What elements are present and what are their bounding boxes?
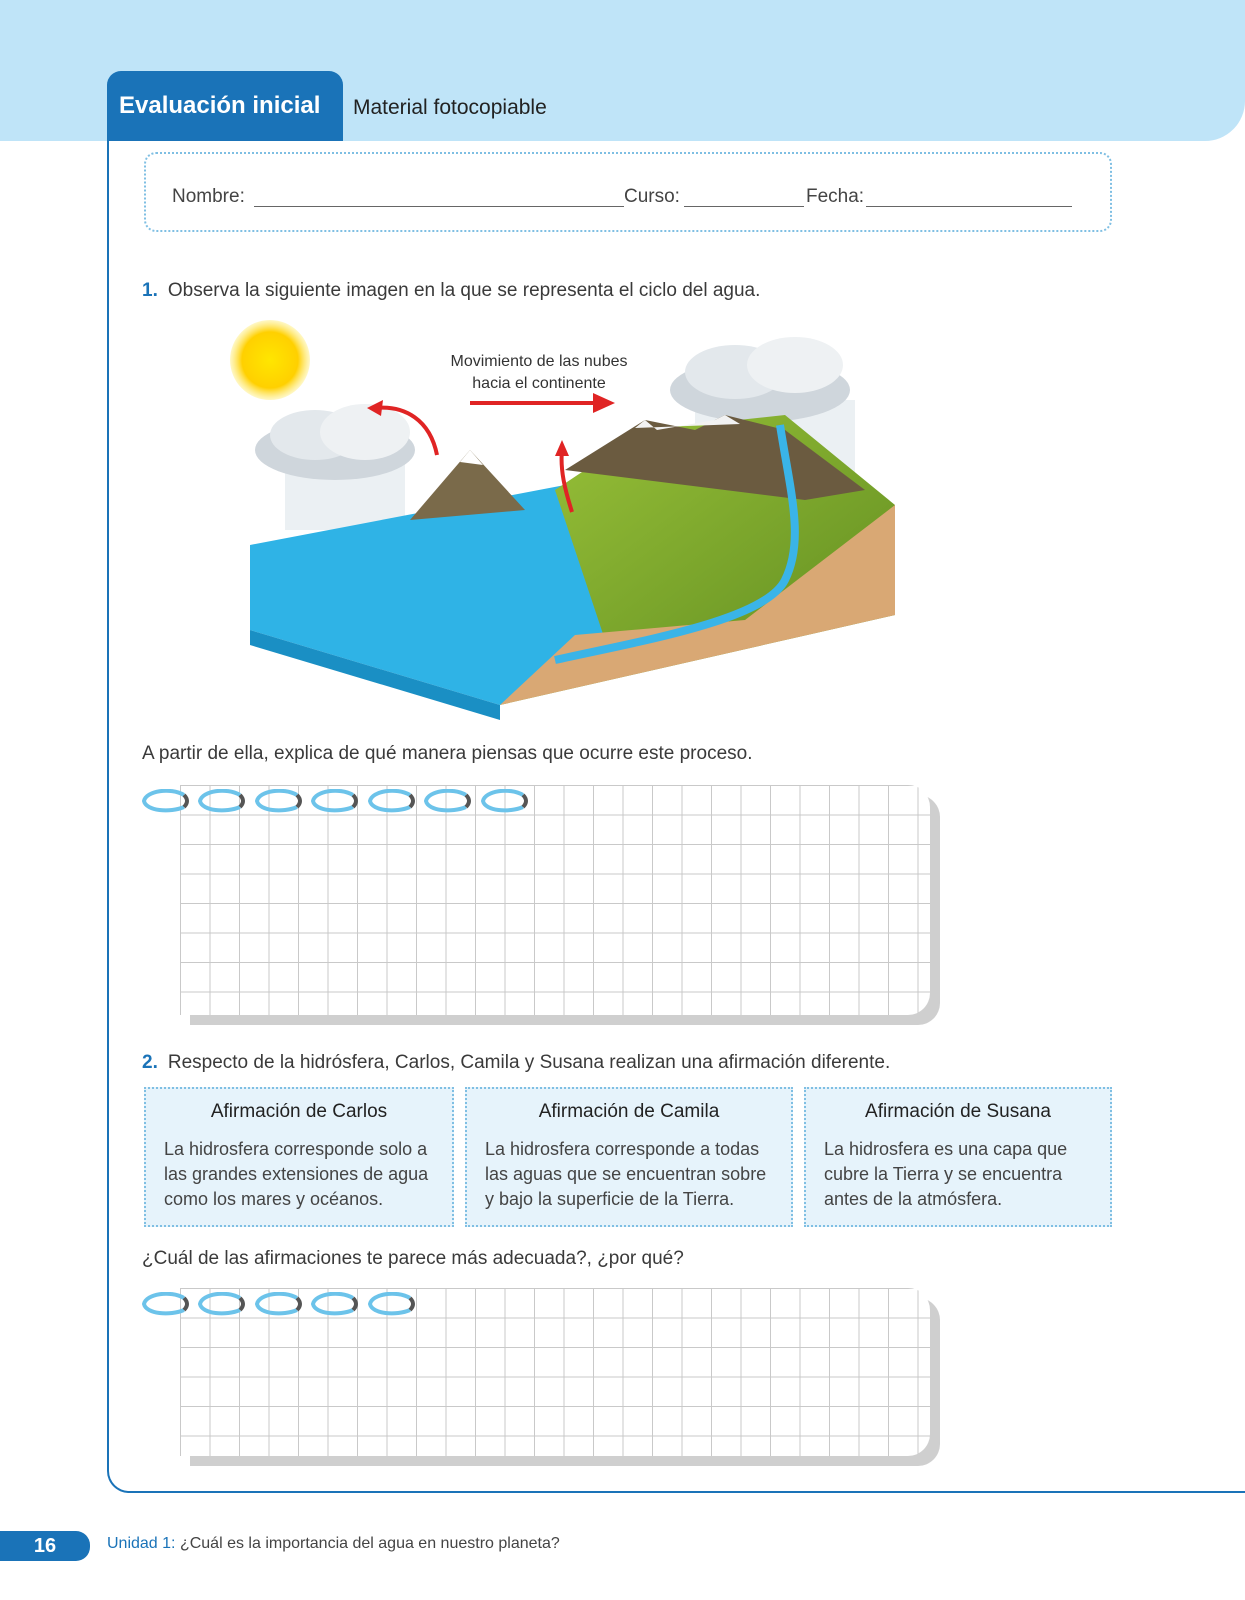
question-1-text: Observa la siguiente imagen en la que se representa el ciclo del agua. [167,280,761,301]
statement-card-camila [465,1087,793,1227]
figure-label-1: Movimiento de las nubes [450,353,628,370]
spiral-ring-icon [253,1292,305,1316]
name-field[interactable] [254,206,624,207]
name-label: Nombre: [172,186,245,207]
sun-icon [230,320,310,400]
statement-card-susana [804,1087,1112,1227]
cloud-left-icon [255,404,415,530]
spiral-ring-icon [253,789,305,813]
spiral-ring-icon [140,1292,192,1316]
course-label: Curso: [624,186,680,207]
course-field[interactable] [684,206,804,207]
statement-title: Afirmación de Susana [865,1101,1051,1122]
question-2-text: Respecto de la hidrósfera, Carlos, Camila y Susana realizan una afirmación diferente. [167,1052,891,1073]
water-cycle-illustration [225,320,925,720]
student-info-box [144,152,1112,232]
question-1-followup: A partir de ella, explica de qué manera piensas que ocurre este proceso. [142,743,753,764]
spiral-ring-icon [196,789,248,813]
question-2-followup: ¿Cuál de las afirmaciones te parece más adecuada?, ¿por qué? [142,1248,684,1269]
unit-title: ¿Cuál es la importancia del agua en nuestro planeta? [179,1535,560,1552]
date-field[interactable] [866,206,1072,207]
question-1-number: 1. [142,280,158,301]
spiral-ring-icon [479,789,531,813]
spiral-rings-1 [140,789,531,826]
spiral-ring-icon [366,789,418,813]
statement-body: La hidrosfera corresponde a todas las aguas que se encuentran sobre y bajo la superficie de la Tierra. [485,1139,767,1209]
spiral-rings-2 [140,1292,418,1329]
question-2 [142,1052,890,1074]
spiral-ring-icon [309,789,361,813]
question-1 [142,280,760,302]
spiral-ring-icon [309,1292,361,1316]
statement-title: Afirmación de Camila [538,1101,720,1122]
statement-body: La hidrosfera es una capa que cubre la Tierra y se encuentra antes de la atmósfera. [824,1139,1068,1209]
statement-cards [144,1087,1112,1227]
spiral-ring-icon [366,1292,418,1316]
question-2-number: 2. [142,1052,158,1073]
date-label: Fecha: [806,186,865,207]
material-subtitle: Material fotocopiable [353,96,547,119]
statement-card-carlos [144,1087,454,1227]
unit-footer [107,1535,560,1553]
statement-title: Afirmación de Carlos [210,1101,388,1122]
page-number: 16 [0,1531,90,1561]
figure-label-2: hacia el continente [472,375,606,392]
spiral-ring-icon [422,789,474,813]
answer-notebook-1[interactable] [140,785,930,1015]
spiral-ring-icon [196,1292,248,1316]
spiral-ring-icon [140,789,192,813]
section-tab: Evaluación inicial [107,71,343,141]
answer-notebook-2[interactable] [140,1288,930,1456]
unit-label: Unidad 1: [107,1535,176,1552]
statement-body: La hidrosfera corresponde solo a las grandes extensiones de agua como los mares y océanos. [164,1139,429,1209]
